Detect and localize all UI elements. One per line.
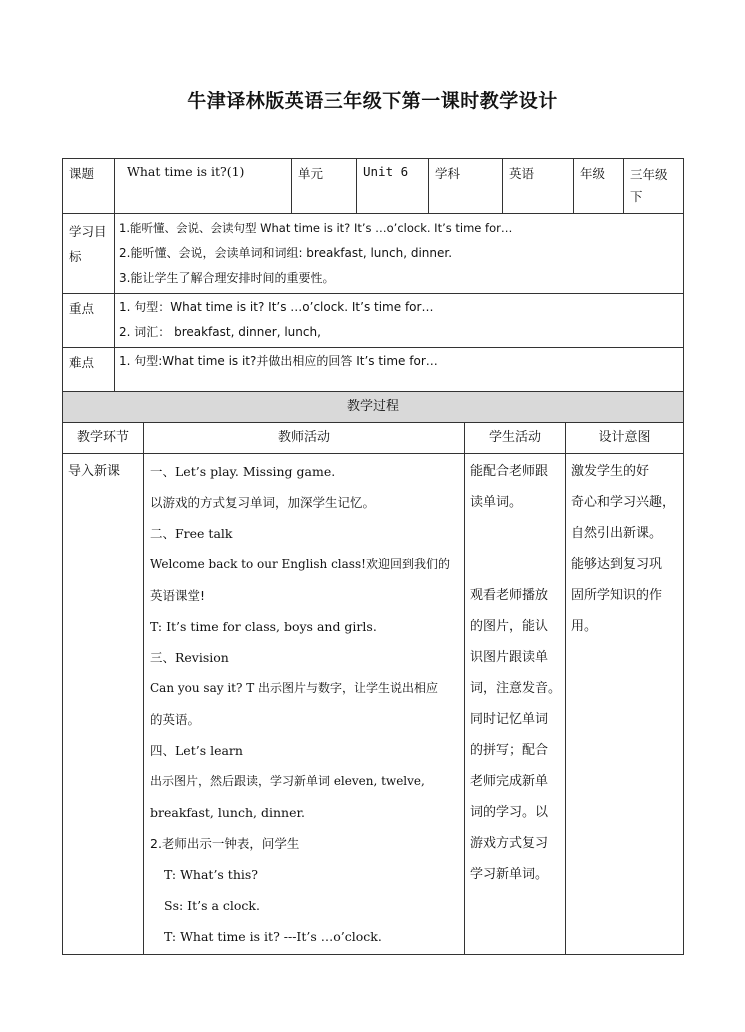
goal-line-3: 3.能让学生了解合理安排时间的重要性。 [119, 271, 335, 285]
header-teacher: 教师活动 [144, 423, 465, 454]
goal-line-2: 2.能听懂、会说，会读单词和词组: breakfast, lunch, dinner. [119, 246, 453, 260]
intent-line: 奇心和学习兴趣， [571, 495, 676, 510]
student-line: 同时记忆单词 [470, 712, 549, 727]
unit-label: 单元 [292, 159, 357, 214]
info-row-difficult [63, 348, 684, 395]
teacher-line: 一、Let’s play. Missing game. [150, 464, 336, 479]
teacher-line: T: It’s time for class, boys and girls. [150, 619, 377, 634]
teacher-line: 二、Free talk [150, 526, 233, 541]
teacher-line: T: What’s this? [164, 867, 259, 882]
student-line: 读单词。 [470, 495, 523, 510]
grade-label: 年级 [574, 159, 624, 214]
teacher-line: breakfast, lunch, dinner. [150, 805, 306, 820]
design-intent-cell [566, 454, 684, 955]
difficult-label: 难点 [63, 348, 115, 395]
topic-value: What time is it?(1) [115, 159, 292, 214]
teacher-line: 出示图片，然后跟读，学习新单词 eleven, twelve, [150, 774, 425, 788]
student-line: 词，注意发音。 [470, 681, 562, 696]
goal-line-1: 1.能听懂、会说、会读句型 What time is it? It’s …o’clock. It’s time for… [119, 221, 513, 235]
student-line: 观看老师播放 [470, 588, 549, 603]
difficult-line: 1. 句型:What time is it?并做出相应的回答 It’s time for… [119, 354, 438, 368]
subject-label: 学科 [429, 159, 503, 214]
teacher-line: 英语课堂! [150, 588, 206, 603]
info-row-goals [63, 214, 684, 294]
grade-value: 三年级下 [624, 159, 684, 214]
process-header-row [63, 423, 684, 454]
intent-line: 自然引出新课。 [571, 526, 663, 541]
key-line-2: 2. 词汇： breakfast, dinner, lunch, [119, 325, 321, 339]
teacher-line: 的英语。 [150, 712, 201, 727]
intent-line: 激发学生的好 [571, 464, 650, 479]
student-line: 词的学习。以 [470, 805, 549, 820]
student-line [470, 518, 560, 549]
process-row-intro [63, 454, 684, 955]
goals-label: 学习目标 [63, 214, 115, 294]
process-banner-row [63, 392, 684, 423]
student-line: 学习新单词。 [470, 867, 549, 882]
student-line [470, 549, 560, 580]
student-line: 游戏方式复习 [470, 836, 549, 851]
intent-line: 用。 [571, 619, 598, 634]
unit-value: Unit 6 [357, 159, 429, 214]
subject-value: 英语 [503, 159, 574, 214]
teaching-process-table [62, 391, 684, 955]
teacher-line: Can you say it? T 出示图片与数字，让学生说出相应 [150, 681, 439, 695]
intent-line: 能够达到复习巩 [571, 557, 663, 572]
header-student: 学生活动 [465, 423, 566, 454]
key-label: 重点 [63, 294, 115, 348]
student-activity-cell [465, 454, 566, 955]
process-banner: 教学过程 [63, 392, 684, 423]
teacher-line: Welcome back to our English class!欢迎回到我们的 [150, 557, 450, 571]
teacher-line: 以游戏的方式复习单词，加深学生记忆。 [150, 495, 376, 510]
teacher-activity-cell [144, 454, 465, 955]
difficult-content [115, 348, 684, 395]
student-line: 的图片，能认 [470, 619, 549, 634]
teacher-line: T: What time is it? ---It’s …o’clock. [164, 929, 382, 944]
stage-label: 导入新课 [68, 464, 121, 479]
student-line: 的拼写；配合 [470, 743, 549, 758]
topic-label: 课题 [63, 159, 115, 214]
info-row-key-points [63, 294, 684, 348]
teacher-line: Ss: It’s a clock. [164, 898, 260, 913]
goals-content [115, 214, 684, 294]
key-content [115, 294, 684, 348]
student-line: 识图片跟读单 [470, 650, 549, 665]
student-line: 能配合老师跟 [470, 464, 549, 479]
header-intent: 设计意图 [566, 423, 684, 454]
teacher-line: 四、Let’s learn [150, 743, 243, 758]
info-row-topic [63, 159, 684, 214]
teacher-line: 三、Revision [150, 650, 229, 665]
document-title: 牛津译林版英语三年级下第一课时教学设计 [187, 90, 558, 112]
header-stage: 教学环节 [63, 423, 144, 454]
course-info-table [62, 158, 684, 395]
student-line: 老师完成新单 [470, 774, 549, 789]
teacher-line: 2.老师出示一钟表，问学生 [150, 836, 300, 851]
key-line-1: 1. 句型：What time is it? It’s …o’clock. It’s time for… [119, 300, 434, 314]
stage-cell [63, 454, 144, 955]
intent-line: 固所学知识的作 [571, 588, 663, 603]
